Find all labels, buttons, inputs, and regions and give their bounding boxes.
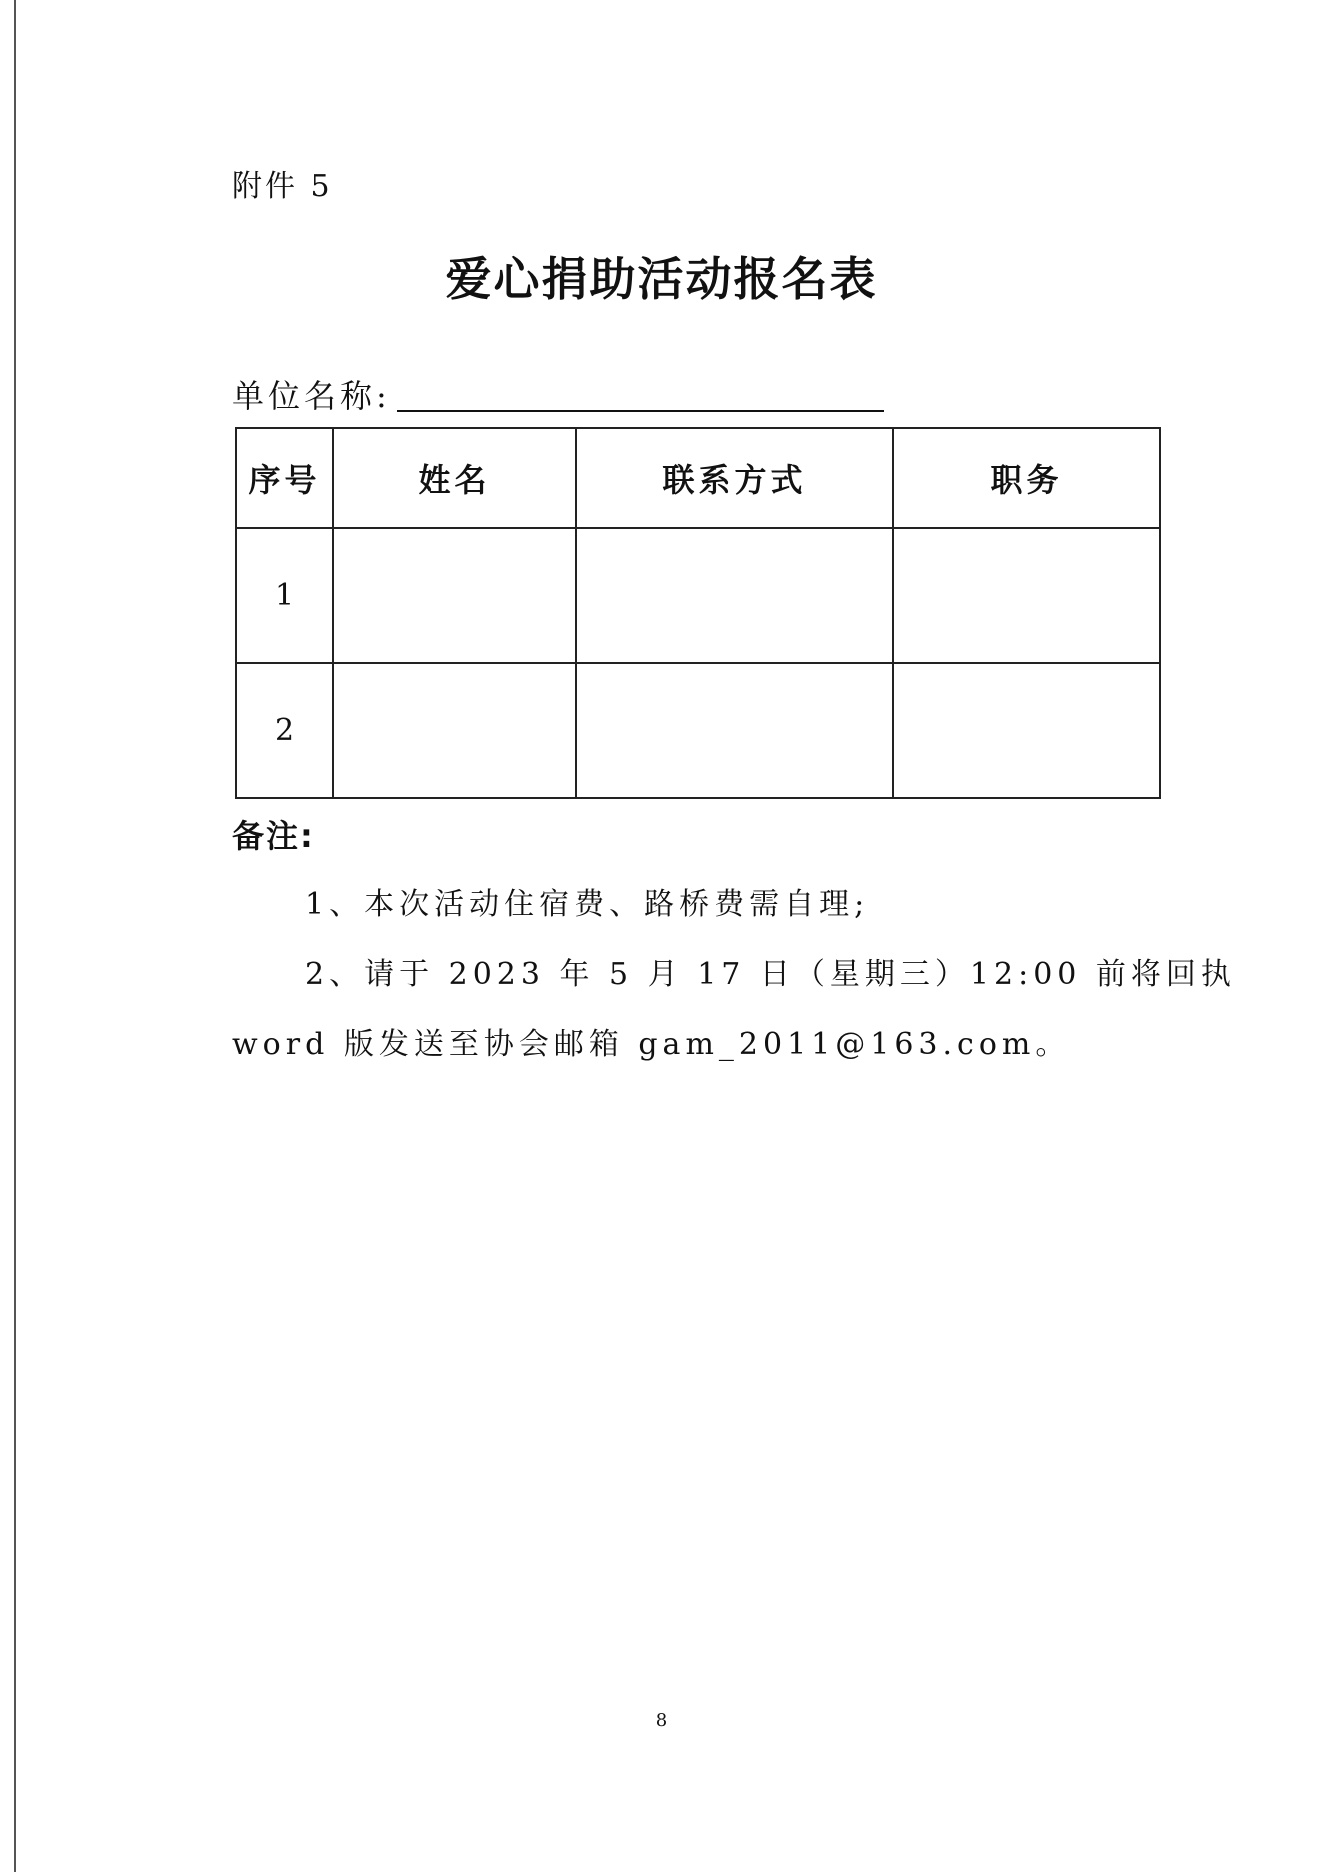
unit-name-label: 单位名称: — [232, 377, 391, 415]
unit-name-field[interactable] — [397, 376, 884, 412]
cell-contact[interactable] — [576, 663, 893, 798]
registration-table — [235, 427, 1161, 799]
unit-name-row — [232, 376, 884, 415]
header-name: 姓名 — [333, 428, 576, 528]
cell-serial-number: 2 — [236, 663, 333, 798]
header-contact: 联系方式 — [576, 428, 893, 528]
cell-contact[interactable] — [576, 528, 893, 663]
header-position: 职务 — [893, 428, 1160, 528]
note-item-1: 1、本次活动住宿费、路桥费需自理; — [305, 887, 870, 922]
table-row — [236, 663, 1160, 798]
cell-position[interactable] — [893, 528, 1160, 663]
note-item-2-line-2: word 版发送至协会邮箱 gam_2011@163.com。 — [232, 1027, 1071, 1062]
table-header-row — [236, 428, 1160, 528]
note-item-2-line-1: 2、请于 2023 年 5 月 17 日（星期三）12:00 前将回执 — [305, 957, 1236, 992]
table-row — [236, 528, 1160, 663]
attachment-label: 附件 5 — [232, 169, 333, 204]
cell-serial-number: 1 — [236, 528, 333, 663]
cell-position[interactable] — [893, 663, 1160, 798]
page-number: 8 — [655, 1710, 668, 1731]
header-serial-number: 序号 — [236, 428, 333, 528]
cell-name[interactable] — [333, 663, 576, 798]
notes-label: 备注: — [232, 817, 315, 855]
page-title: 爱心捐助活动报名表 — [445, 252, 878, 306]
cell-name[interactable] — [333, 528, 576, 663]
